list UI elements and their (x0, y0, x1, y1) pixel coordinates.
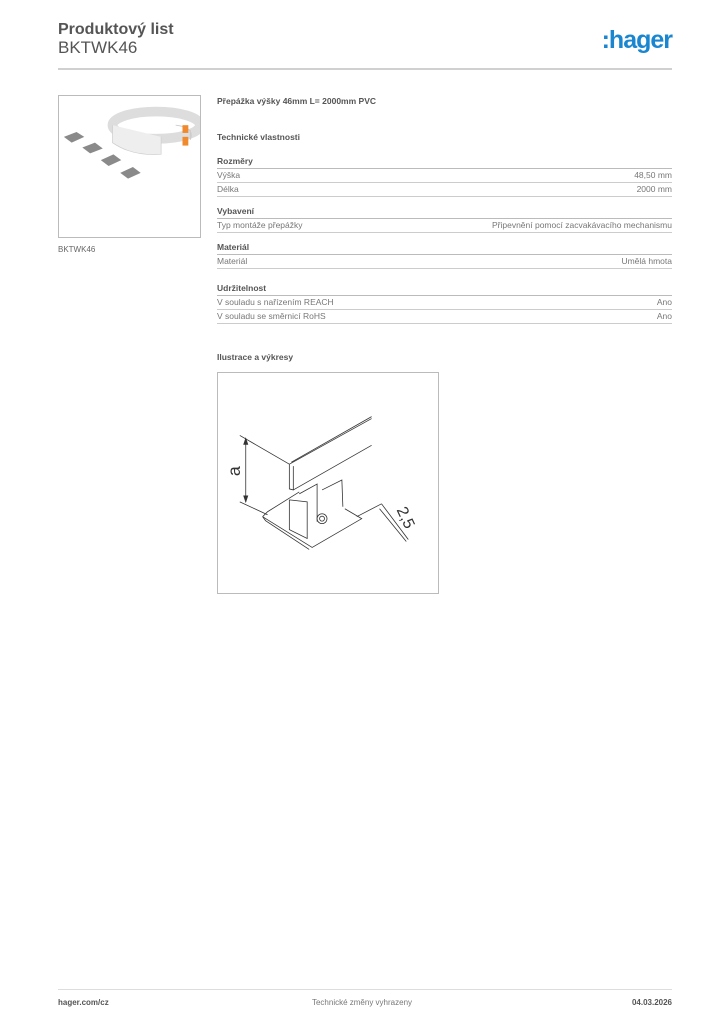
table-row (217, 296, 672, 310)
illustrations-title: Ilustrace a výkresy (217, 352, 294, 362)
product-details (217, 96, 672, 333)
footer-divider (58, 989, 672, 990)
row-label: Typ montáže přepážky (217, 220, 303, 230)
table-row (217, 219, 672, 233)
product-title: Přepážka výšky 46mm L= 2000mm PVC (217, 96, 377, 106)
group-udrzitelnost (217, 283, 672, 324)
header-divider (58, 68, 672, 70)
group-material (217, 242, 672, 269)
row-label: Materiál (217, 256, 248, 266)
group-title: Udržitelnost (217, 283, 672, 296)
product-code: BKTWK46 (58, 38, 138, 57)
footer-disclaimer: Technické změny vyhrazeny (311, 998, 413, 1007)
group-title: Vybavení (217, 206, 672, 219)
row-value: Ano (656, 311, 672, 321)
table-row (217, 169, 672, 183)
footer-website-link[interactable]: hager.com/cz (58, 998, 109, 1007)
row-label: V souladu se směrnicí RoHS (217, 311, 326, 321)
row-label: Výška (217, 170, 241, 180)
table-row (217, 310, 672, 324)
row-label: V souladu s nařízením REACH (217, 297, 334, 307)
table-row (217, 255, 672, 269)
row-value: Umělá hmota (621, 256, 672, 266)
row-value: 48,50 mm (634, 170, 672, 180)
table-row (217, 183, 672, 197)
product-image (58, 95, 201, 238)
row-value: Ano (656, 297, 672, 307)
group-title: Materiál (217, 242, 672, 255)
dimension-a-label: a (223, 466, 244, 477)
product-image-caption: BKTWK46 (58, 245, 96, 254)
group-rozmery (217, 156, 672, 197)
group-vybaveni (217, 206, 672, 233)
row-value: 2000 mm (636, 184, 672, 194)
page-title: Produktový list (58, 21, 174, 38)
hager-logo: :hager (601, 26, 672, 54)
technical-drawing (217, 372, 439, 594)
footer-date: 04.03.2026 (631, 998, 672, 1007)
tech-section-title: Technické vlastnosti (217, 132, 300, 142)
row-value: Připevnění pomocí zacvakávacího mechanismu (491, 220, 672, 230)
dimension-thickness-label: 2,5 (392, 504, 418, 532)
row-label: Délka (217, 184, 239, 194)
group-title: Rozměry (217, 156, 672, 169)
